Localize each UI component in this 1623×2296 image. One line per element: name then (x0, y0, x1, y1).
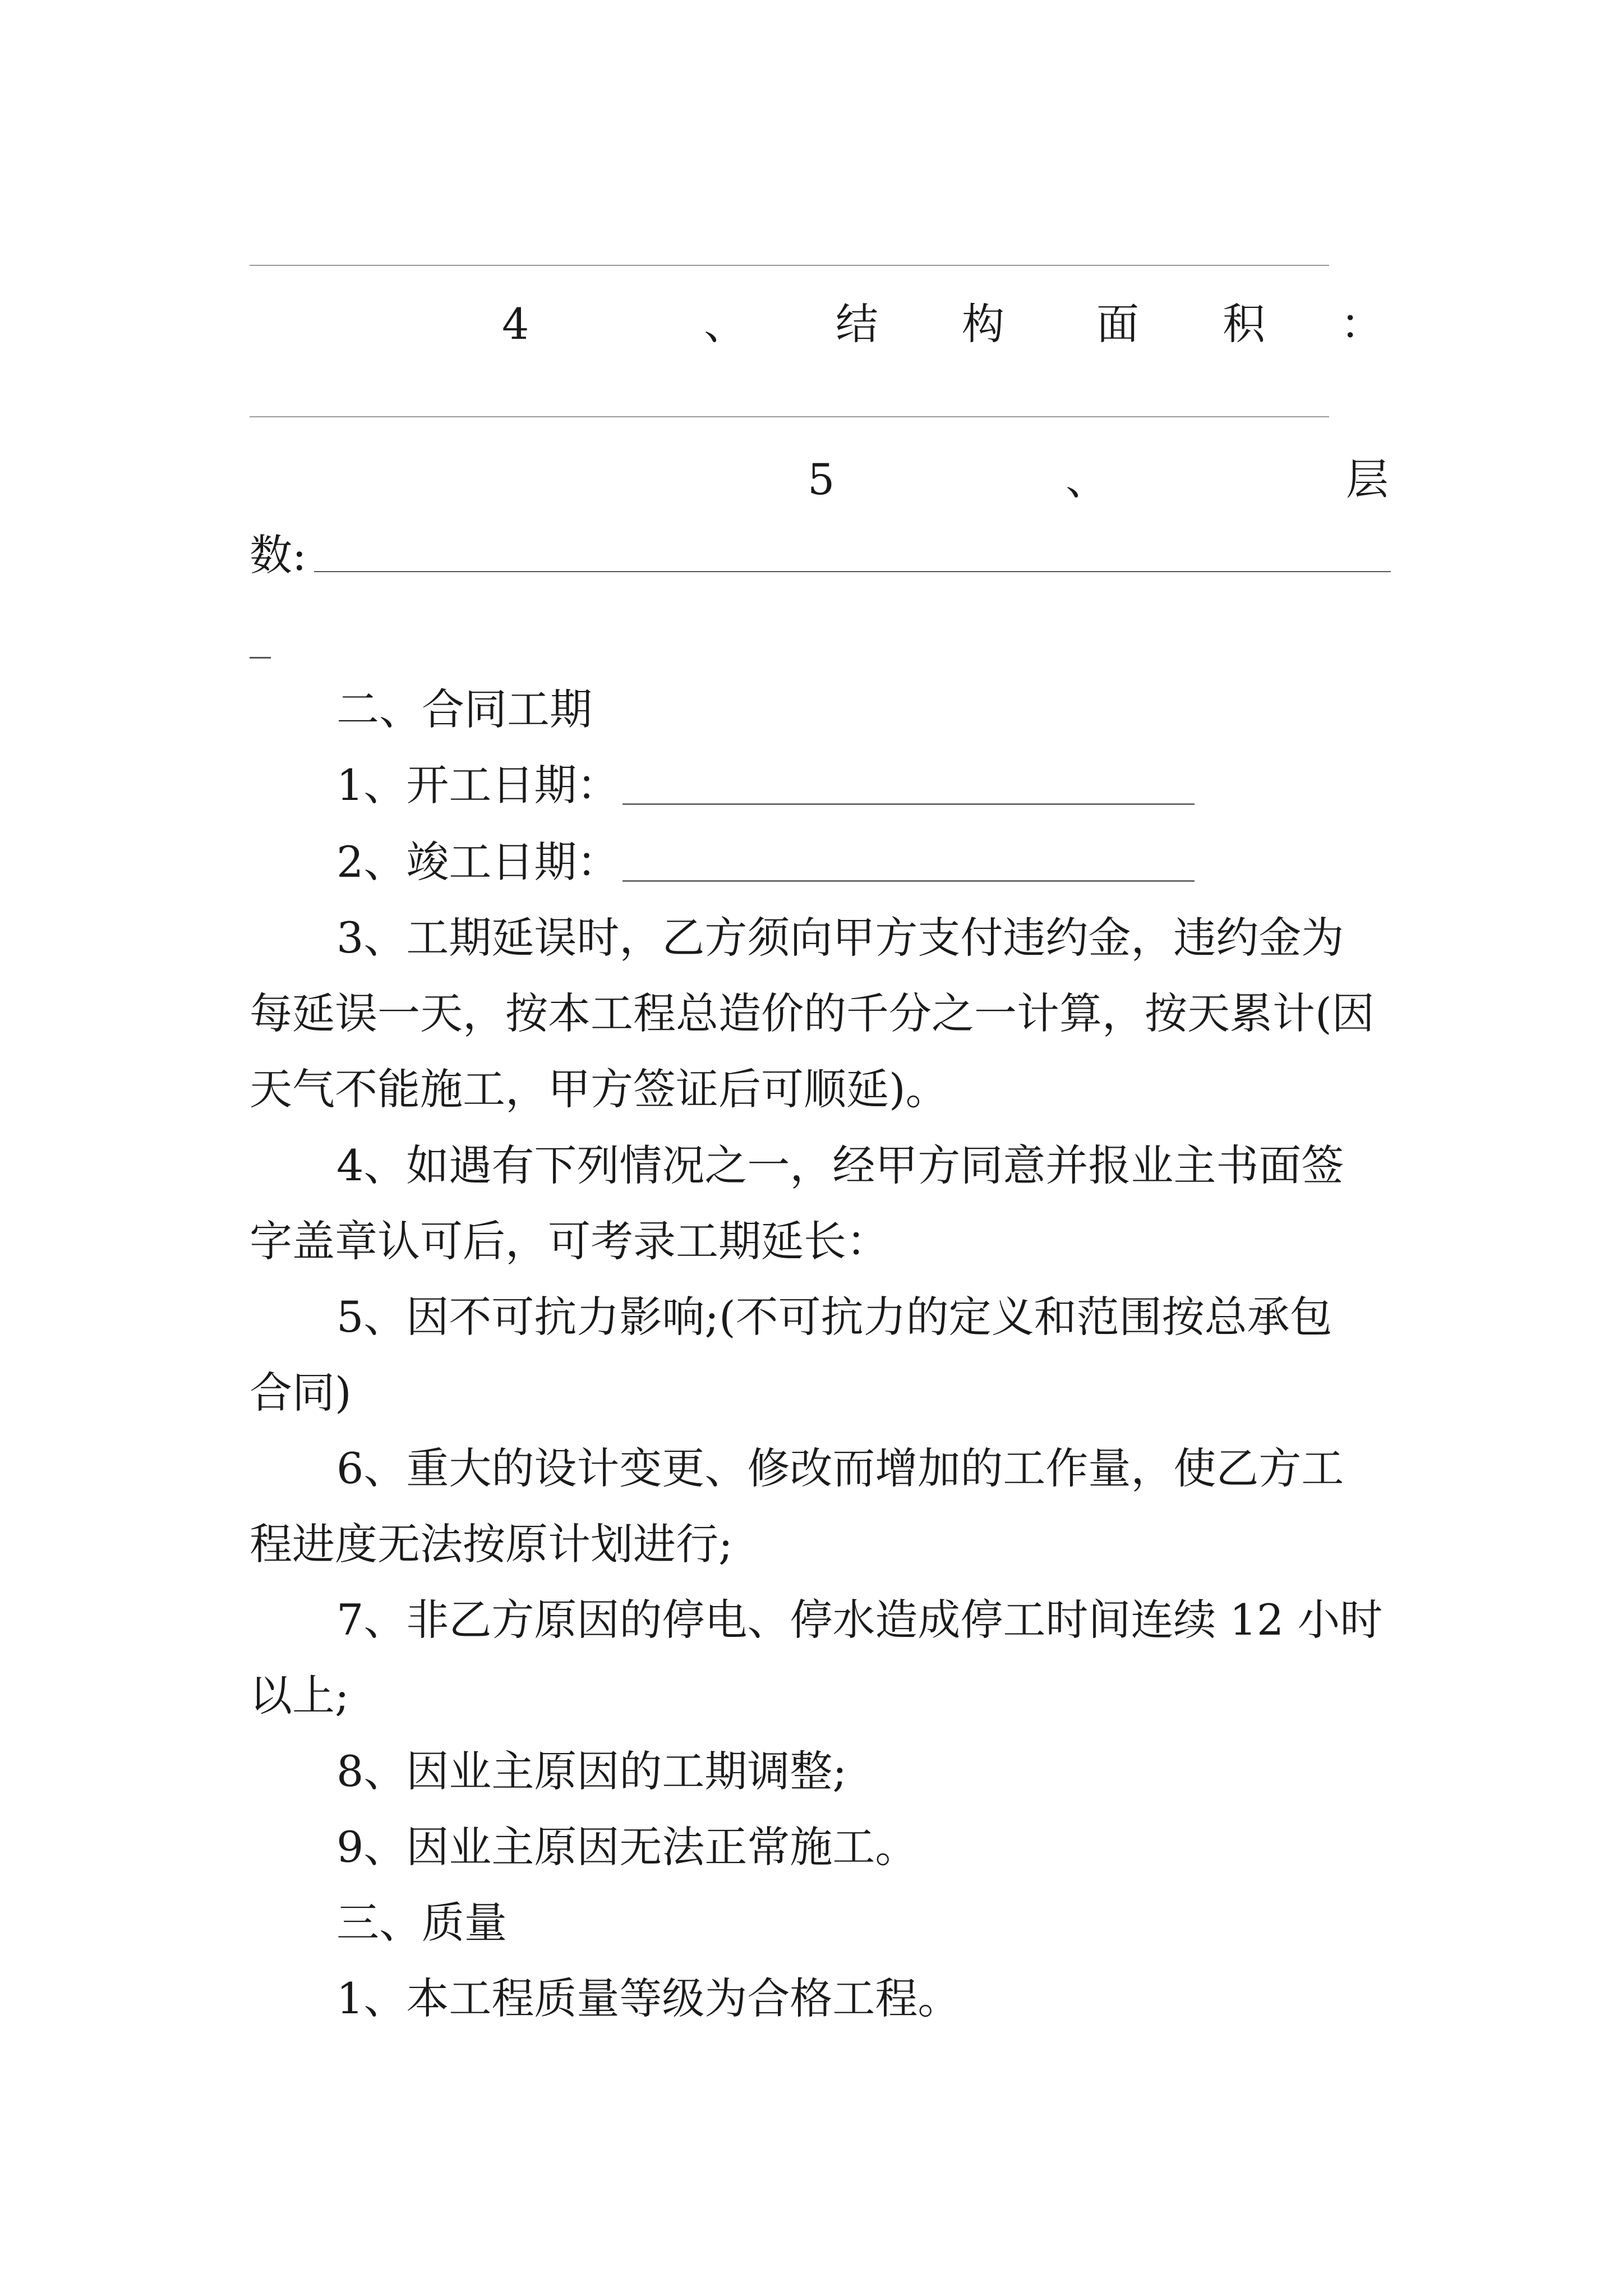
p6-line-1: 6、重大的设计变更、修改而增加的工作量，使乙方工 (336, 1443, 1344, 1493)
p8-line: 8、因业主原因的工期调整; (336, 1746, 847, 1796)
p3-line-1: 3、工期延误时，乙方须向甲方支付违约金，违约金为 (336, 913, 1344, 963)
start-date-blank (623, 803, 1195, 805)
item4-char-1: 结 (836, 299, 878, 349)
item5-separator: 、 (1066, 454, 1108, 504)
p7-line-2: 以上; (250, 1671, 349, 1720)
blank-line-item5 (314, 571, 1391, 572)
start-date-label: 1、开工日期： (336, 760, 620, 810)
p7-line-1: 7、非乙方原因的停电、停水造成停工时间连续 12 小时 (336, 1595, 1383, 1645)
p6-line-2: 程进度无法按原计划进行; (250, 1519, 733, 1569)
section2-heading: 二、合同工期 (336, 684, 592, 734)
section3-heading: 三、质量 (336, 1898, 507, 1948)
item5-continuation: 数: (250, 530, 307, 580)
item5-number: 5 (808, 454, 835, 504)
stray-dash: _ (250, 609, 271, 659)
item4-char-3: 面 (1096, 299, 1139, 349)
item4-number: 4 (502, 299, 529, 349)
blank-line-top (250, 265, 1329, 266)
p3-line-3: 天气不能施工，甲方签证后可顺延)。 (250, 1064, 948, 1114)
end-date-label: 2、竣工日期： (336, 837, 620, 887)
quality-item-1: 1、本工程质量等级为合格工程。 (336, 1973, 961, 2023)
p5-line-2: 合同) (250, 1368, 352, 1418)
p3-line-2: 每延误一天，按本工程总造价的千分之一计算，按天累计(因 (250, 988, 1375, 1038)
p5-line-1: 5、因不可抗力影响;(不可抗力的定义和范围按总承包 (336, 1292, 1332, 1342)
item5-char-1: 层 (1346, 454, 1389, 504)
p4-line-2: 字盖章认可后，可考录工期延长： (250, 1216, 889, 1266)
item4-separator: 、 (704, 299, 746, 349)
item4-colon: ： (1340, 299, 1383, 349)
item4-char-4: 积 (1223, 299, 1265, 349)
blank-line-item4 (250, 416, 1329, 417)
p9-line: 9、因业主原因无法正常施工。 (336, 1822, 918, 1872)
p4-line-1: 4、如遇有下列情况之一，经甲方同意并报业主书面签 (336, 1140, 1344, 1190)
item4-char-2: 构 (962, 299, 1004, 349)
end-date-blank (623, 880, 1195, 882)
